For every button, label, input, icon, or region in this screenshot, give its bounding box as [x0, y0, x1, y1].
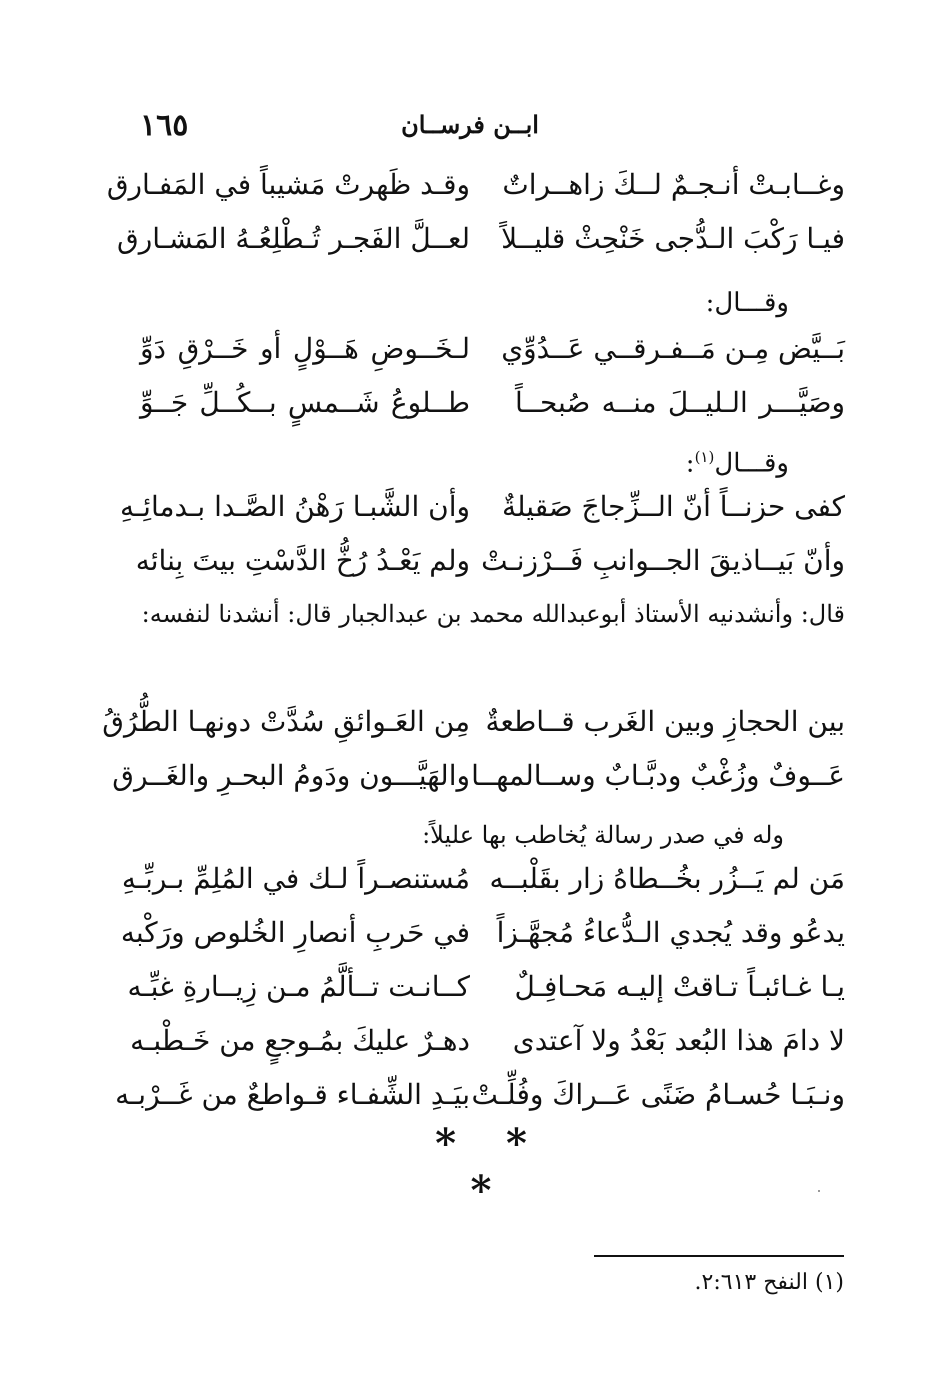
- second-hemistich: لعــلَّ الفَجـر تُـطْلِعُـهُ المَشـارق: [117, 222, 470, 255]
- first-hemistich: فيـا رَكْبَ الـدُّجى خَنْحِثْ قليــلاً: [501, 222, 845, 255]
- second-hemistich: لـخَــوضِ هَــوْلٍ أو خَــرْقِ دَوِّ: [140, 332, 470, 365]
- verse-intro: وقـــال:: [705, 288, 789, 318]
- verse-line: [140, 376, 845, 430]
- first-hemistich: بين الحجازِ وبين الغَرب قــاطعةٌ: [485, 705, 845, 738]
- intro-colon: :: [685, 448, 695, 479]
- footnote-ref: (١): [694, 448, 715, 466]
- running-title: ابــن فرســان: [401, 110, 539, 139]
- verse-line: [135, 534, 845, 588]
- verse-line: [102, 695, 845, 749]
- first-hemistich: عَــوفٌ وزُغْبٌ ودبَّـابٌ وســالمهــا: [471, 759, 845, 792]
- second-hemistich: والهَيَّـــون ودَومُ البحـرِ والغَــرق: [112, 759, 470, 792]
- page-number: ١٦٥: [140, 108, 189, 143]
- verse-line: [140, 322, 845, 376]
- verse-line: [120, 906, 845, 960]
- second-hemistich: ولم يَعْـدُ رُخُّ الدَّسْتِ بيتَ بِنائه: [135, 544, 470, 577]
- first-hemistich: وصَيَّـــر الـليــلَ منــه صُبحــاً: [515, 386, 845, 419]
- first-hemistich: يـا غـائبـاً تـاقتْ إليـه مَحـافِـلٌ: [514, 970, 845, 1003]
- prose-paragraph: قال: وأنشدنيه الأستاذ أبوعبدالله محمد بن عبدالجبار قال: أنشدنا لنفسه:: [141, 600, 845, 628]
- footnote: (١) النفح ٢:٦١٣.: [694, 1270, 844, 1295]
- verse-line: [117, 212, 845, 266]
- first-hemistich: لا دامَ هذا البُعد بَعْدُ ولا آعتدى: [512, 1024, 845, 1057]
- first-hemistich: وأنّ بَيــاذيقَ الجــوانبِ فَــرْزنـتْ: [481, 544, 845, 577]
- footnote-rule: [594, 1255, 844, 1257]
- first-hemistich: بَــيَّض مِـن مَــفـرقــي عَــدُوِّي: [501, 332, 845, 365]
- page-header: [140, 108, 844, 148]
- second-hemistich: وقـد ظَهرتْ مَشيباً في المَفـارق: [106, 168, 470, 201]
- first-hemistich: كفى حزنــاً أنّ الــزِّجاجَ صَقيلةٌ: [501, 490, 845, 523]
- second-hemistich: كــانـت تــألَّمُ مـن زِيــارةِ غبِّـه: [127, 970, 470, 1003]
- verse-line: [127, 960, 845, 1014]
- verse-line: [119, 480, 845, 534]
- first-hemistich: مَن لم يَــزُر بخُــطاهُ زار بقَلْبــه: [489, 862, 845, 895]
- second-hemistich: في حَربِ أنصارِ الخُلوص ورَكْبه: [120, 916, 470, 949]
- second-hemistich: مُستنصـراً لـك في المُلِمِّ بـربِّـهِ: [121, 862, 470, 895]
- second-hemistich: مِن العَـوائقِ سُدَّتْ دونهـا الطُّرُقُ: [102, 705, 470, 738]
- verse-line: [115, 1068, 845, 1122]
- verse-intro: وله في صدر رسالة يُخاطب بها عليلاً:: [422, 821, 784, 849]
- verse-line: [130, 1014, 845, 1068]
- verse-intro: [686, 437, 789, 484]
- first-hemistich: ونـبَـا حُسـامُ ضَنًى عَــراكَ وفُلِّـتْ: [471, 1078, 845, 1111]
- verse-line: [106, 158, 845, 212]
- second-hemistich: وأن الشَّبـا رَهْنُ الصَّـدا بـدمائِـهِ: [119, 490, 470, 523]
- poem-block-5: [115, 852, 845, 1122]
- second-hemistich: دهـرٌ عليكَ بمُـوجعٍ من خَـطْبـه: [130, 1024, 470, 1057]
- poem-block-3: [119, 480, 845, 588]
- poem-block-2: [140, 322, 845, 430]
- poem-block-1: [106, 158, 845, 266]
- section-separator: * * *: [435, 1120, 545, 1214]
- second-hemistich: بيَـدِ الشِّفـاء قـواطعٌ من غَــرْبـه: [115, 1078, 470, 1111]
- print-speck: [818, 1190, 820, 1192]
- poem-block-4: [102, 695, 845, 803]
- verse-line: [112, 749, 845, 803]
- second-hemistich: طــلوعُ شَــمسٍ بــكُــلِّ جَــوِّ: [140, 386, 470, 419]
- first-hemistich: وغــابـتْ أنـجـمٌ لــكَ زاهــراتٌ: [502, 168, 845, 201]
- verse-line: [121, 852, 845, 906]
- first-hemistich: يدعُو وقد يُجدي الـدُّعاءُ مُجهَّـزاً: [496, 916, 845, 949]
- intro-text: وقـــال: [714, 448, 789, 479]
